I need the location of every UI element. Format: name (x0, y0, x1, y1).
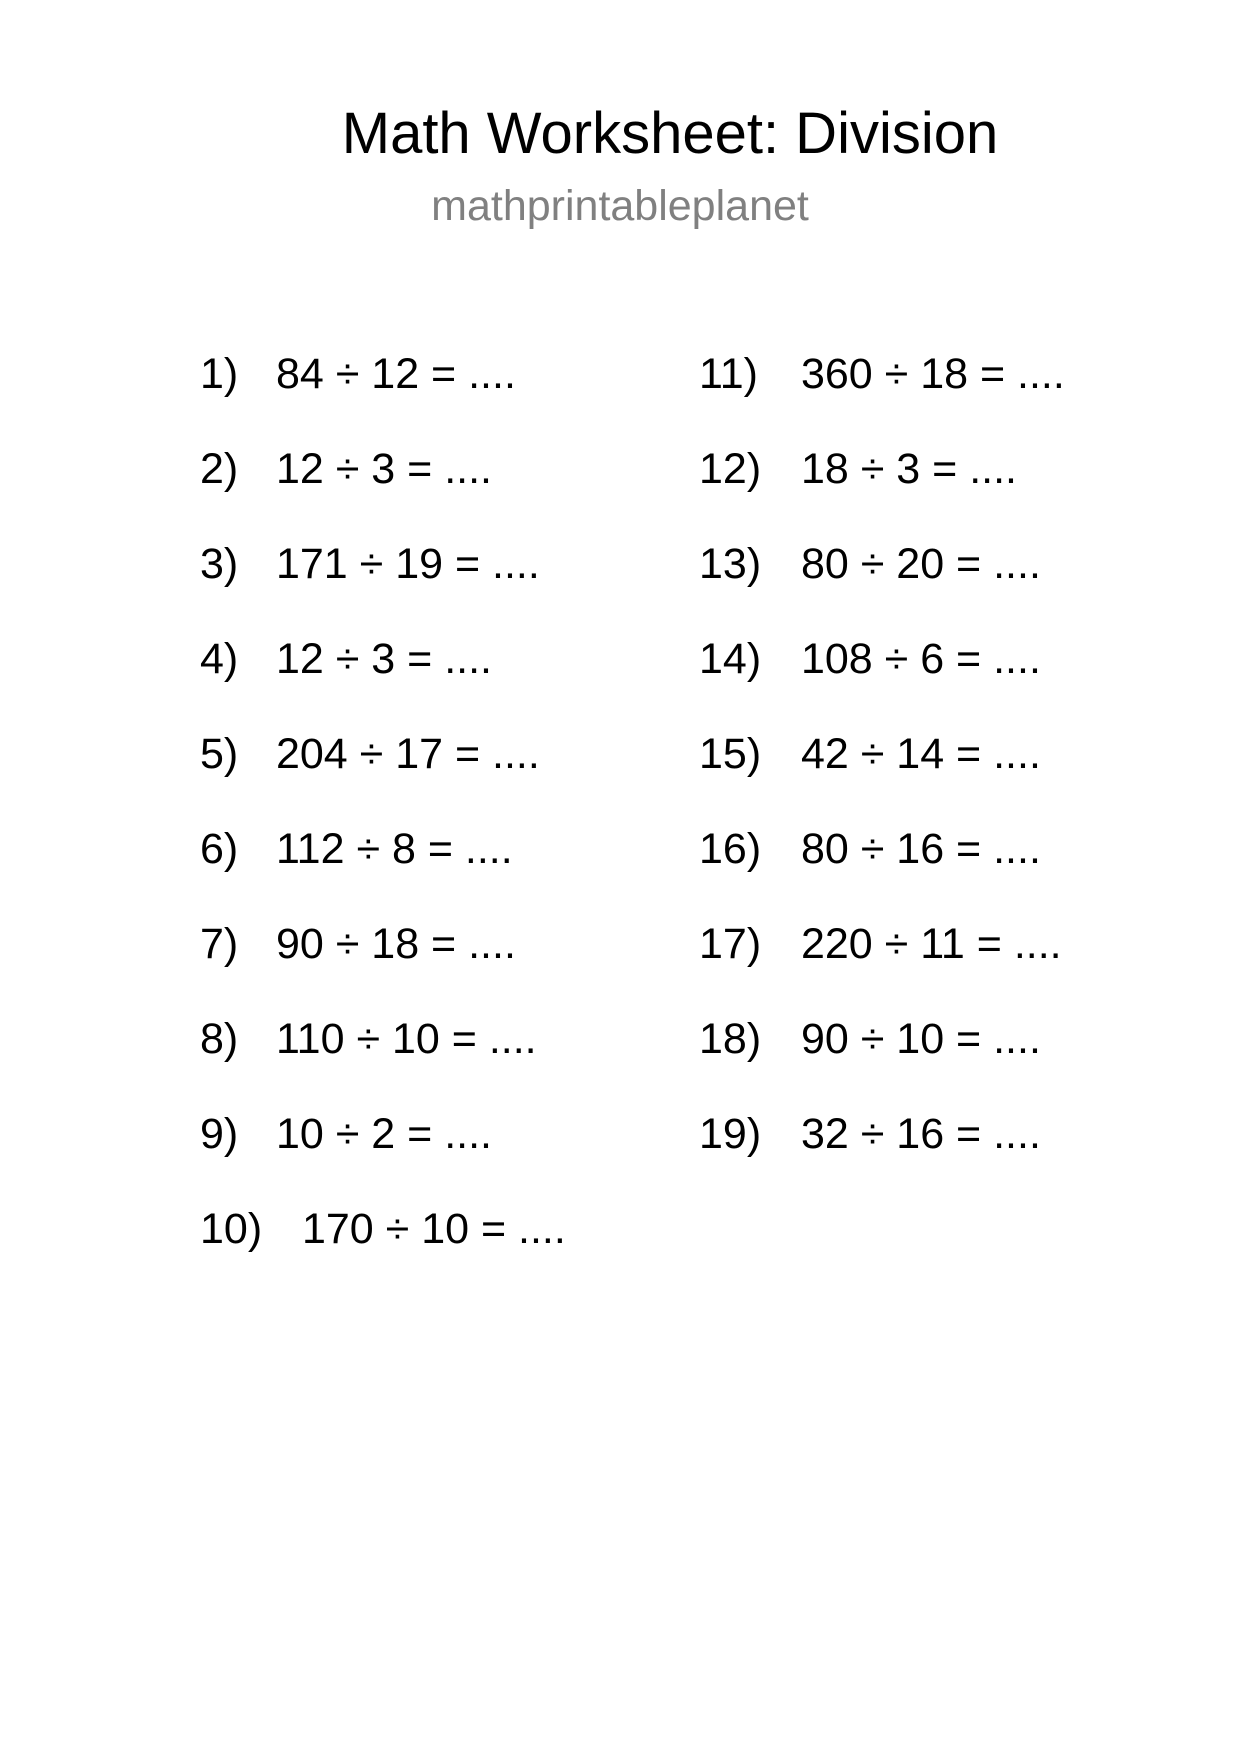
problem-item (200, 1199, 660, 1294)
problem-item (200, 1104, 660, 1199)
problem-item (699, 629, 1159, 724)
problem-expression: 108 ÷ 6 = .... (800, 635, 1041, 683)
page-subtitle: mathprintableplanet (431, 182, 809, 230)
problem-number: 10) (200, 1205, 263, 1253)
problem-expression: 12 ÷ 3 = .... (275, 445, 492, 493)
problem-expression: 12 ÷ 3 = .... (275, 635, 492, 683)
problem-number: 15) (699, 730, 762, 778)
problem-expression: 42 ÷ 14 = .... (800, 730, 1041, 778)
problem-expression: 110 ÷ 10 = .... (275, 1015, 537, 1063)
problem-item (200, 344, 660, 439)
problem-item (200, 629, 660, 724)
problem-number: 9) (200, 1110, 239, 1158)
problem-number: 13) (699, 540, 762, 588)
problem-number: 12) (699, 445, 762, 493)
problem-column-left (200, 344, 660, 1294)
problem-expression: 84 ÷ 12 = .... (275, 350, 516, 398)
problem-expression: 90 ÷ 18 = .... (275, 920, 516, 968)
problem-number: 8) (200, 1015, 239, 1063)
problem-item (200, 819, 660, 914)
problem-number: 14) (699, 635, 762, 683)
problem-item (699, 914, 1159, 1009)
problem-number: 19) (699, 1110, 762, 1158)
problem-item (200, 724, 660, 819)
problem-number: 3) (200, 540, 239, 588)
problem-item (699, 1009, 1159, 1104)
problem-number: 18) (699, 1015, 762, 1063)
problem-item (699, 344, 1159, 439)
problem-item (200, 534, 660, 629)
problem-number: 4) (200, 635, 239, 683)
problem-expression: 32 ÷ 16 = .... (800, 1110, 1041, 1158)
problem-column-right (699, 344, 1159, 1199)
problem-expression: 80 ÷ 16 = .... (800, 825, 1041, 873)
problem-expression: 171 ÷ 19 = .... (275, 540, 540, 588)
problem-number: 7) (200, 920, 239, 968)
problem-number: 11) (699, 350, 758, 398)
problem-item (699, 1104, 1159, 1199)
problem-expression: 90 ÷ 10 = .... (800, 1015, 1041, 1063)
problem-expression: 18 ÷ 3 = .... (800, 445, 1017, 493)
problem-number: 17) (699, 920, 762, 968)
problem-number: 16) (699, 825, 762, 873)
problem-number: 6) (200, 825, 239, 873)
problem-expression: 112 ÷ 8 = .... (275, 825, 513, 873)
problem-item (699, 819, 1159, 914)
problem-expression: 220 ÷ 11 = .... (800, 920, 1062, 968)
problem-number: 1) (200, 350, 239, 398)
page-title: Math Worksheet: Division (341, 101, 999, 166)
problem-item (699, 439, 1159, 534)
problem-number: 2) (200, 445, 239, 493)
problem-expression: 360 ÷ 18 = .... (800, 350, 1065, 398)
problem-expression: 204 ÷ 17 = .... (275, 730, 540, 778)
problem-item (200, 1009, 660, 1104)
problem-item (699, 724, 1159, 819)
problem-expression: 170 ÷ 10 = .... (301, 1205, 566, 1253)
problem-item (200, 914, 660, 1009)
problem-item (200, 439, 660, 534)
problem-expression: 80 ÷ 20 = .... (800, 540, 1041, 588)
problem-expression: 10 ÷ 2 = .... (275, 1110, 492, 1158)
problem-item (699, 534, 1159, 629)
problem-number: 5) (200, 730, 239, 778)
